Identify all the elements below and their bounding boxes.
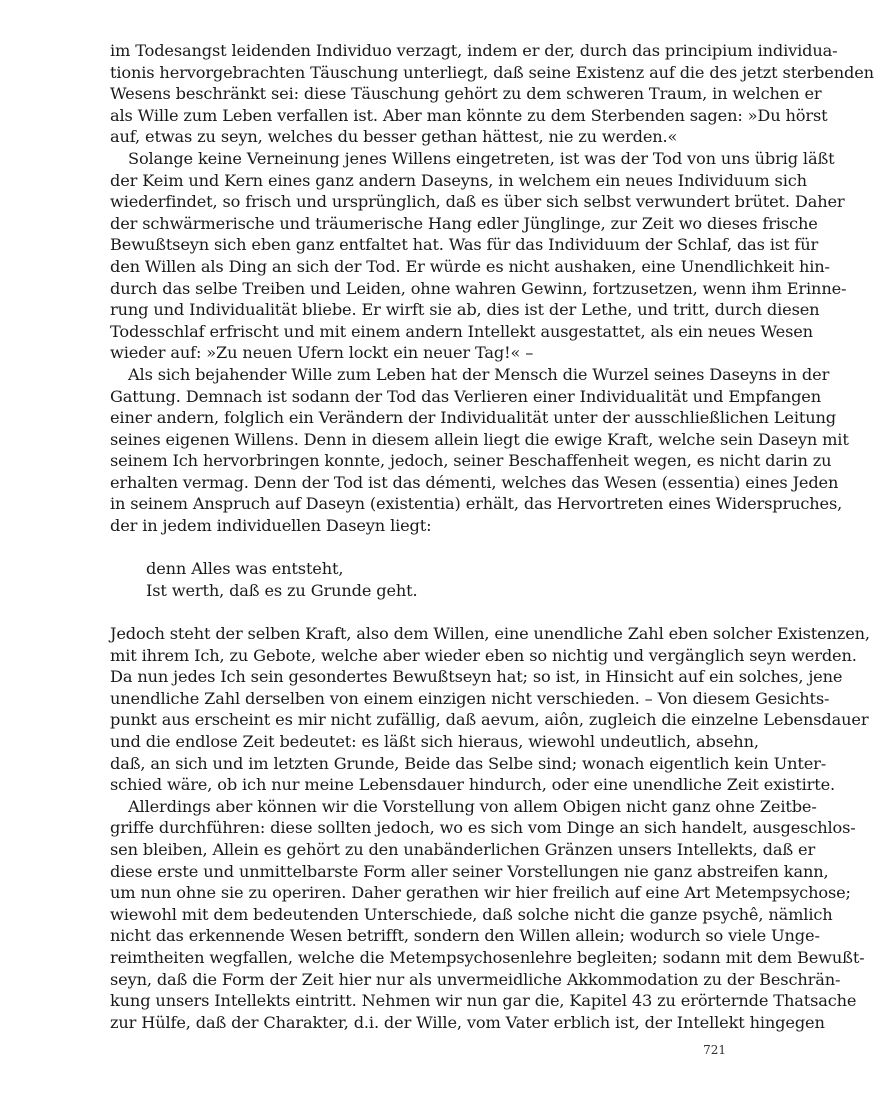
text-line: wiewohl mit dem bedeutenden Unterschiede, daß solche nicht die ganze psychê, nämlich	[110, 904, 833, 924]
verse-line: denn Alles was entsteht,	[146, 559, 344, 579]
text-line: in seinem Anspruch auf Daseyn (existentia) erhält, das Hervortreten eines Widerspruches,	[110, 494, 843, 514]
text-line: Bewußtseyn sich eben ganz entfaltet hat. Was für das Individuum der Schlaf, das ist für	[110, 235, 819, 255]
text-line: um nun ohne sie zu operiren. Daher gerathen wir hier freilich auf eine Art Metempsychose;	[110, 883, 851, 903]
text-line: der Keim und Kern eines ganz andern Daseyns, in welchem ein neues Individuum sich	[110, 170, 807, 190]
text-line: und die endlose Zeit bedeutet: es läßt sich hieraus, wiewohl undeutlich, absehn,	[110, 732, 759, 751]
text-line: auf, etwas zu seyn, welches du besser gethan hättest, nie zu werden.«	[110, 127, 678, 147]
text-line: Da nun jedes Ich sein gesondertes Bewußtseyn hat; so ist, in Hinsicht auf ein solches, jene	[110, 667, 843, 687]
text-line: zur Hülfe, daß der Charakter, d.i. der Wille, vom Vater erblich ist, der Intellekt hingegen	[110, 1012, 825, 1032]
text-line: der in jedem individuellen Daseyn liegt:	[110, 516, 432, 536]
text-line: durch das selbe Treiben und Leiden, ohne wahren Gewinn, fortzusetzen, wenn ihm Erinne-	[110, 278, 847, 298]
text-line: punkt aus erscheint es mir nicht zufällig, daß aevum, aiôn, zugleich die einzelne Lebensdauer	[110, 710, 869, 730]
text-line: daß, an sich und im letzten Grunde, Beide das Selbe sind; wonach eigentlich kein Unter-	[110, 753, 827, 773]
text-line: Gattung. Demnach ist sodann der Tod das Verlieren einer Individualität und Empfangen	[110, 386, 821, 406]
text-line: Todesschlaf erfrischt und mit einem andern Intellekt ausgestattet, als ein neues Wesen	[110, 321, 813, 341]
text-line: den Willen als Ding an sich der Tod. Er würde es nicht aushaken, eine Unendlichkeit hin-	[110, 256, 830, 276]
text-line: Als sich bejahender Wille zum Leben hat der Mensch die Wurzel seines Daseyns in der	[128, 364, 830, 384]
text-line: Wesens beschränkt sei: diese Täuschung gehört zu dem schweren Traum, in welchen er	[110, 84, 822, 104]
text-line: Allerdings aber können wir die Vorstellung von allem Obigen nicht ganz ohne Zeitbe-	[128, 796, 817, 816]
text-line: reimtheiten wegfallen, welche die Metempsychosenlehre begleiten; sodann mit dem Bewußt-	[110, 947, 865, 967]
text-line: diese erste und unmittelbarste Form aller seiner Vorstellungen nie ganz abstreifen kann,	[110, 861, 829, 881]
text-line: wieder auf: »Zu neuen Ufern lockt ein neuer Tag!« –	[110, 343, 534, 363]
text-line: seines eigenen Willens. Denn in diesem allein liegt die ewige Kraft, welche sein Daseyn mit	[110, 429, 849, 449]
text-line: der schwärmerische und träumerische Hang edler Jünglinge, zur Zeit wo dieses frische	[110, 213, 818, 233]
page-body	[110, 40, 874, 1033]
text-line: schied wäre, ob ich nur meine Lebensdauer hindurch, oder eine unendliche Zeit existirte.	[110, 775, 836, 795]
text-line: seyn, daß die Form der Zeit hier nur als unvermeidliche Akkommodation zu der Beschrän-	[110, 969, 841, 989]
text-line: Solange keine Verneinung jenes Willens eingetreten, ist was der Tod von uns übrig läßt	[128, 148, 835, 168]
page-number: 721	[703, 1043, 726, 1057]
text-line: tionis hervorgebrachten Täuschung unterliegt, daß seine Existenz auf die des jetzt sterbenden	[110, 62, 874, 82]
text-line: kung unsers Intellekts eintritt. Nehmen wir nun gar die, Kapitel 43 zu erörternde Thatsache	[110, 991, 857, 1011]
text-line: sen bleiben, Allein es gehört zu den unabänderlichen Gränzen unsers Intellekts, daß er	[110, 839, 816, 859]
text-line: als Wille zum Leben verfallen ist. Aber man könnte zu dem Sterbenden sagen: »Du hörst	[110, 105, 828, 125]
text-line: Jedoch steht der selben Kraft, also dem Willen, eine unendliche Zahl eben solcher Existenzen,	[110, 624, 870, 644]
verse-line: Ist werth, daß es zu Grunde geht.	[146, 580, 418, 600]
text-line: mit ihrem Ich, zu Gebote, welche aber wieder eben so nichtig und vergänglich seyn werden.	[110, 645, 857, 665]
text-line: im Todesangst leidenden Individuo verzagt, indem er der, durch das principium individua-	[110, 41, 838, 60]
text-line: seinem Ich hervorbringen konnte, jedoch, seiner Beschaffenheit wegen, es nicht darin zu	[110, 451, 832, 471]
text-line: wiederfindet, so frisch und ursprünglich, daß es über sich selbst verwundert brütet. Daher	[110, 192, 845, 212]
text-line: griffe durchführen: diese sollten jedoch, wo es sich vom Dinge an sich handelt, ausgeschlos-	[110, 818, 856, 838]
text-line: rung und Individualität bliebe. Er wirft sie ab, dies ist der Lethe, und tritt, durch diesen	[110, 300, 820, 320]
text-line: einer andern, folglich ein Verändern der Individualität unter der ausschließlichen Leitung	[110, 408, 836, 428]
text-line: unendliche Zahl derselben von einem einzigen nicht verschieden. – Von diesem Gesichts-	[110, 688, 830, 708]
text-line: nicht das erkennende Wesen betrifft, sondern den Willen allein; wodurch so viele Unge-	[110, 926, 820, 946]
text-line: erhalten vermag. Denn der Tod ist das démenti, welches das Wesen (essentia) eines Jeden	[110, 472, 839, 492]
